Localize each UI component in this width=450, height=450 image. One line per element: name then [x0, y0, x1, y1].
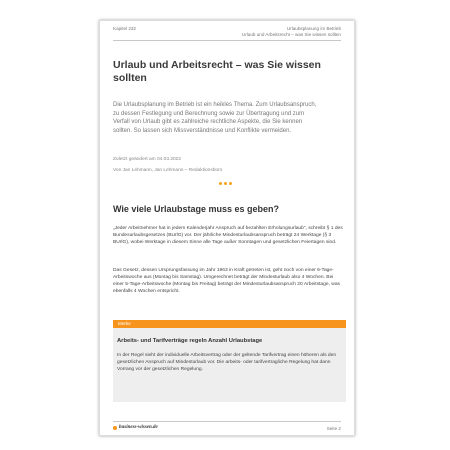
page-header — [113, 26, 341, 41]
paragraph-1: „Jeder Arbeitnehmer hat in jedem Kalenderjahr Anspruch auf bezahlten Erholungsurlaub“, schreibt § 1 des Bundesurlaubsgesetzes (BUrlG) vor. Der jährliche Mindesturlaubsanspruch beträgt 24 Werktage (§ 3 BUrlG), wobei Werktage in diesem Sinne alle Tage außer Sonntagen und gesetzlichen Feiertagen sind. — [113, 226, 343, 245]
separator-dot — [229, 182, 232, 185]
separator-dots — [219, 182, 232, 185]
page-footer — [113, 421, 341, 432]
brand-logo — [113, 425, 158, 430]
note-box-label: Merke — [113, 320, 346, 328]
separator-dot — [224, 182, 227, 185]
paragraph-2: Das Gesetz, dessen Ursprungsfassung im Jahr 1963 in Kraft getreten ist, geht noch von einer 6-Tage-Arbeitswoche aus (Montag bis Samstag). Umgerechnet beträgt der Mindesturlaub also 4 Wochen. Bei einer 5-Tage-Arbeitswoche (Montag bis Freitag) beträgt der Mindesturlaubsanspruch 20 Arbeitstage, was ebenfalls 4 Wochen entspricht. — [113, 268, 340, 294]
document-page — [99, 20, 355, 436]
article-intro: Die Urlaubsplanung im Betrieb ist ein heikles Thema. Zum Urlaubsanspruch, zu dessen Festlegung und Berechnung sowie zur Übertragung und zum Verfall von Urlaub gibt es zahlreiche rechtliche Aspekte, die Sie kennen sollten. So lassen sich Missverständnisse und Konflikte vermeiden. — [113, 102, 317, 134]
note-box-title: Arbeits- und Tarifverträge regeln Anzahl Urlaubstage — [117, 338, 263, 344]
article-label: Urlaub und Arbeitsrecht – was Sie wissen sollten — [241, 31, 341, 37]
author-line: Von Jan Lehmann, Jan Lehmann – Redaktionsbüro — [113, 168, 223, 173]
chapter-label: Kapitel 232 — [113, 26, 136, 31]
separator-dot — [219, 182, 222, 185]
section-heading: Wie viele Urlaubstage muss es geben? — [113, 204, 279, 214]
header-right — [242, 26, 341, 37]
logo-dot-icon — [113, 426, 117, 430]
article-title: Urlaub und Arbeitsrecht – was Sie wissen sollten — [113, 59, 321, 84]
note-box-text: In der Regel sieht der individuelle Arbeitsvertrag oder der geltende Tarifvertrag einen höheren als den gesetzlichen Anspruch auf Mindesturlaub vor. Die arbeits- oder tarifvertragliche Regelung hat dann Vorrang vor der gesetzlichen Regelung. — [117, 353, 337, 372]
page-number: Seite 2 — [326, 426, 341, 431]
section-label: Urlaubsplanung im Betrieb — [286, 26, 341, 31]
updated-date: Zuletzt geändert am 04.03.2022 — [113, 157, 182, 162]
logo-text: business-wissen.de — [119, 425, 158, 430]
note-box — [113, 320, 346, 402]
